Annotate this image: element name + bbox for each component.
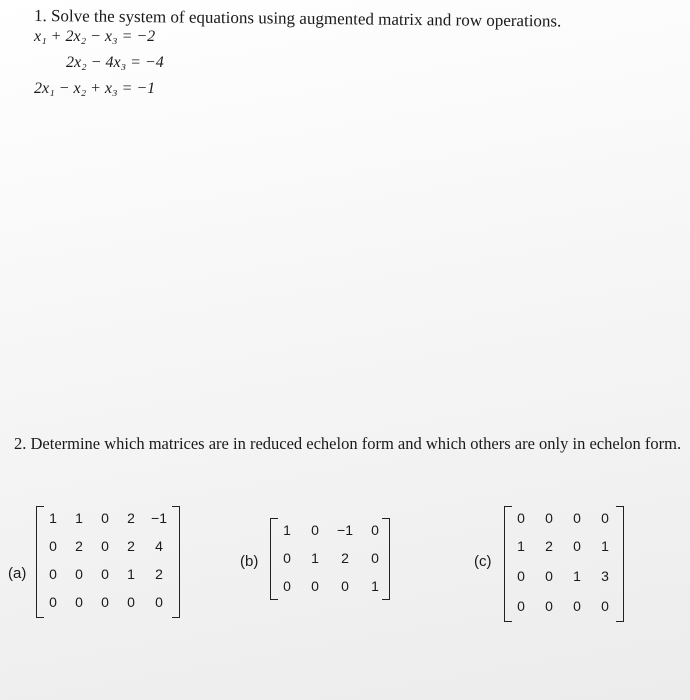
matrix-cell: 0 [101,566,109,582]
matrix-cell: 0 [75,566,83,582]
matrix-row [505,510,623,530]
matrix-a-label: (a) [8,565,27,582]
matrix-b-label: (b) [240,553,259,570]
matrix-cell: 0 [283,578,291,594]
matrix-cell: 0 [101,510,109,526]
matrix-cell: 0 [127,594,135,610]
matrix-cell: 0 [573,538,581,554]
matrix-cell: 1 [601,538,609,554]
matrix-b [270,518,390,600]
matrix-cell: 0 [545,510,553,526]
matrix-cell: 2 [75,538,83,554]
matrix-row [37,566,179,586]
matrix-cell: 2 [127,538,135,554]
matrix-cell: 1 [371,578,379,594]
matrix-cell: −1 [337,522,353,538]
matrix-cell: 0 [155,594,163,610]
matrix-cell: 1 [75,510,83,526]
matrix-cell: 0 [49,538,57,554]
matrix-cell: 0 [371,550,379,566]
matrix-cell: 0 [545,568,553,584]
matrix-cell: 1 [283,522,291,538]
matrix-cell: 0 [49,566,57,582]
equation-3: 2x₁ − x₂ + x₃ = −1 [34,80,156,97]
matrix-cell: 0 [517,598,525,614]
matrix-cell: 2 [127,510,135,526]
matrix-cell: 0 [75,594,83,610]
matrix-a [36,506,180,618]
matrix-row [505,538,623,558]
matrix-cell: 0 [601,598,609,614]
matrix-cell: 3 [601,568,609,584]
matrix-cell: 2 [155,566,163,582]
matrix-cell: 0 [517,568,525,584]
matrix-cell: 0 [545,598,553,614]
matrix-row [505,598,623,618]
matrix-cell: 2 [341,550,349,566]
matrix-cell: 0 [101,538,109,554]
matrix-row [37,538,179,558]
matrix-cell: 1 [311,550,319,566]
matrix-cell: 0 [341,578,349,594]
matrix-cell: 0 [283,550,291,566]
matrix-c-label: (c) [474,553,492,570]
matrix-cell: 0 [517,510,525,526]
matrix-row [37,594,179,614]
matrix-cell: 4 [155,538,163,554]
matrix-row [505,568,623,588]
equation-2: 2x₂ − 4x₃ = −4 [66,54,164,71]
matrix-cell: −1 [151,510,167,526]
matrix-cell: 0 [101,594,109,610]
matrix-cell: 1 [573,568,581,584]
matrix-cell: 1 [517,538,525,554]
matrix-c [504,506,624,622]
matrix-cell: 0 [371,522,379,538]
matrix-cell: 0 [49,594,57,610]
matrix-row [271,522,389,542]
equation-1: x₁ + 2x₂ − x₃ = −2 [34,28,156,45]
question-2-text: 2. Determine which matrices are in reduced echelon form and which others are only in echelon form. [14,434,682,453]
matrix-cell: 1 [127,566,135,582]
matrix-cell: 0 [601,510,609,526]
matrix-cell: 0 [573,510,581,526]
matrix-row [37,510,179,530]
matrix-cell: 0 [311,578,319,594]
matrix-cell: 1 [49,510,57,526]
matrix-row [271,550,389,570]
matrix-cell: 2 [545,538,553,554]
matrix-cell: 0 [573,598,581,614]
matrix-cell: 0 [311,522,319,538]
matrix-row [271,578,389,598]
question-1-title: 1. Solve the system of equations using augmented matrix and row operations. [33,6,562,31]
